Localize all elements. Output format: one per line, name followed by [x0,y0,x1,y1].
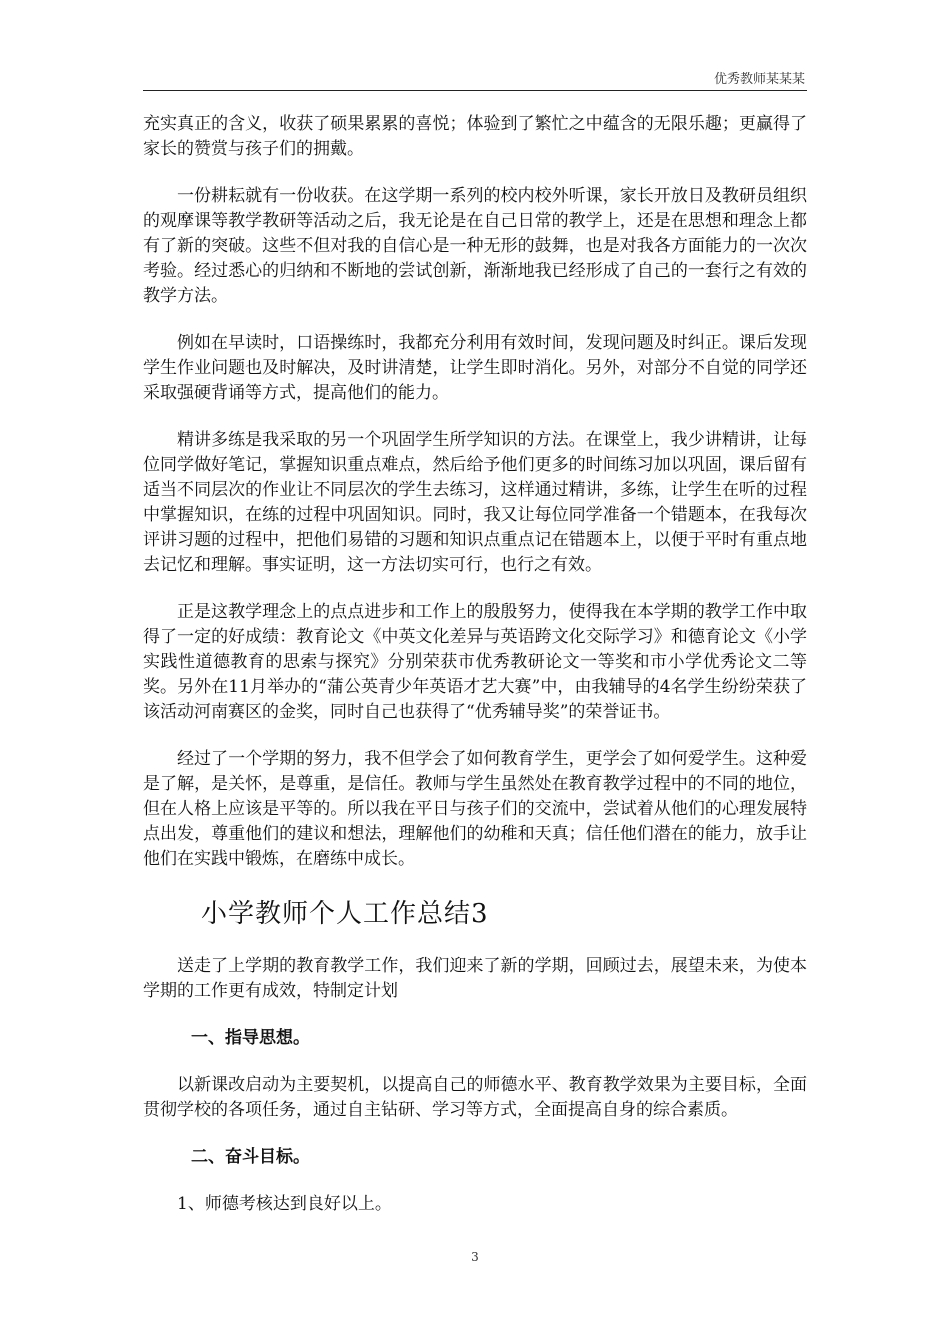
document-body [143,112,807,1239]
paragraph-5: 正是这教学理念上的点点进步和工作上的殷殷努力，使得我在本学期的教学工作中取得了一定的好成绩：教育论文《中英文化差异与英语跨文化交际学习》和德育论文《小学实践性道德教育的思索与探究》分别荣获市优秀教研论文一等奖和市小学优秀论文二等奖。另外在11月举办的“蒲公英青少年英语才艺大赛”中，由我辅导的4名学生纷纷荣获了该活动河南赛区的金奖，同时自己也获得了“优秀辅导奖”的荣誉证书。 [143,602,807,722]
paragraph-2: 一份耕耘就有一份收获。在这学期一系列的校内校外听课，家长开放日及教研员组织的观摩课等教学教研等活动之后，我无论是在自己日常的教学上，还是在思想和理念上都有了新的突破。这些不但对我的自信心是一种无形的鼓舞，也是对我各方面能力的一次次考验。经过悉心的归纳和不断地的尝试创新，渐渐地我已经形成了自己的一套行之有效的教学方法。 [143,186,807,306]
section-intro: 送走了上学期的教育教学工作，我们迎来了新的学期，回顾过去，展望未来，为使本学期的工作更有成效，特制定计划 [143,956,807,1001]
subheading-guiding-thought: 一、指导思想。 [191,1028,310,1048]
header-title: 优秀教师某某某 [713,72,805,87]
guiding-thought-text: 以新课改启动为主要契机，以提高自己的师德水平、教育教学效果为主要目标，全面贯彻学校的各项任务，通过自主钻研、学习等方式，全面提高自身的综合素质。 [143,1075,807,1120]
page-number: 3 [471,1250,479,1264]
subheading-goals: 二、奋斗目标。 [191,1147,310,1167]
paragraph-4: 精讲多练是我采取的另一个巩固学生所学知识的方法。在课堂上，我少讲精讲，让每位同学做好笔记，掌握知识重点难点，然后给予他们更多的时间练习加以巩固，课后留有适当不同层次的作业让不同层次的学生去练习，这样通过精讲，多练，让学生在听的过程中掌握知识，在练的过程中巩固知识。同时，我又让每位同学准备一个错题本，在我每次评讲习题的过程中，把他们易错的习题和知识点重点记在错题本上，以便于平时有重点地去记忆和理解。事实证明，这一方法切实可行，也行之有效。 [143,430,807,575]
goal-item-1: 1、师德考核达到良好以上。 [177,1194,392,1214]
paragraph-3: 例如在早读时，口语操练时，我都充分利用有效时间，发现问题及时纠正。课后发现学生作业问题也及时解决，及时讲清楚，让学生即时消化。另外，对部分不自觉的同学还采取强硬背诵等方式，提高他们的能力。 [143,333,807,403]
page-header [143,56,807,91]
paragraph-1: 充实真正的含义，收获了硕果累累的喜悦；体验到了繁忙之中蕴含的无限乐趣；更赢得了家长的赞赏与孩子们的拥戴。 [143,114,807,159]
section-title: 小学教师个人工作总结3 [201,899,489,929]
paragraph-6: 经过了一个学期的努力，我不但学会了如何教育学生，更学会了如何爱学生。这种爱是了解，是关怀，是尊重，是信任。教师与学生虽然处在教育教学过程中的不同的地位，但在人格上应该是平等的。所以我在平日与孩子们的交流中，尝试着从他们的心理发展特点出发，尊重他们的建议和想法，理解他们的幼稚和天真；信任他们潜在的能力，放手让他们在实践中锻炼，在磨练中成长。 [143,749,807,869]
